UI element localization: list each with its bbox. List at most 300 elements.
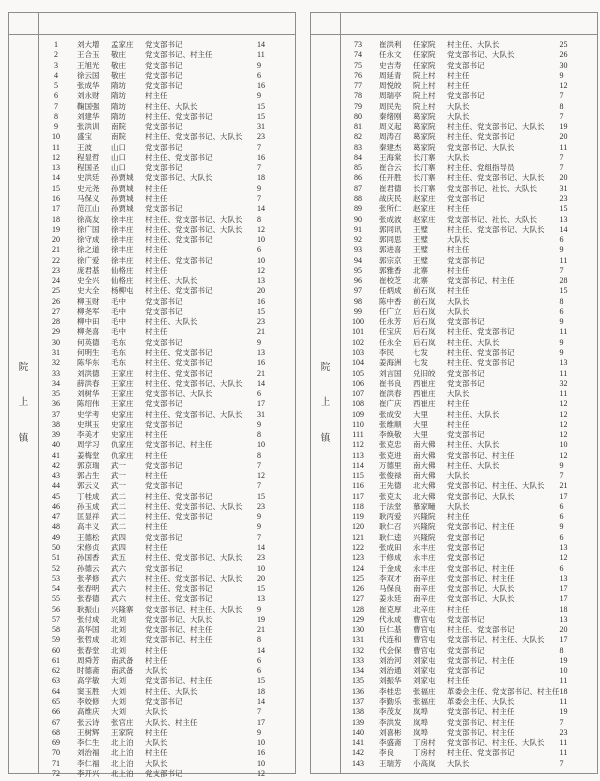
cell-position-titles: 大队长 [447,152,470,162]
cell-serial-number: 117 [352,491,364,501]
cell-position-titles: 党支部书记、大队长 [145,173,213,183]
cell-position-titles: 党支部书记 [447,317,485,327]
table-row [341,471,598,481]
cell-position-titles: 党支部书记、村主任、大队长 [145,604,243,614]
cell-village-name: 孙贾城 [111,204,134,214]
cell-village-name: 北上泊 [111,748,134,758]
table-row [39,759,295,769]
cell-serial-number: 139 [352,717,364,727]
cell-person-name: 马保良 [379,584,402,594]
cell-serial-number: 54 [52,584,60,594]
cell-serial-number: 35 [52,389,60,399]
cell-years-count: 16 [257,748,265,758]
cell-village-name: 刘家屯 [413,655,436,665]
region-label-char: 镇 [18,433,29,444]
cell-person-name: 张克忠 [379,440,402,450]
table-row [341,687,598,697]
cell-village-name: 张福庄 [413,697,436,706]
cell-position-titles: 党支部书记 [145,81,183,91]
cell-position-titles: 村主任、党支部书记 [145,152,213,162]
cell-person-name: 何英德 [77,337,100,347]
cell-position-titles: 党支部书记、村主任 [447,707,515,717]
table-row [341,122,598,132]
cell-person-name: 周民先 [379,101,402,111]
cell-position-titles: 村主任 [145,91,168,101]
cell-years-count: 9 [559,317,564,327]
cell-serial-number: 133 [352,655,364,665]
cell-position-titles: 党支部书记、村主任、大队长 [447,481,545,491]
table-row [341,297,598,307]
cell-years-count: 23 [257,317,265,327]
cell-serial-number: 71 [52,758,60,768]
cell-village-name: 北寨 [413,276,428,286]
table-row [341,399,598,409]
table-row [39,163,295,173]
cell-position-titles: 村主任、党支部书记、大队长 [145,501,243,511]
cell-person-name: 张克进 [379,450,402,460]
cell-serial-number: 99 [354,306,362,316]
cell-years-count: 17 [559,594,568,604]
cell-serial-number: 89 [354,204,362,214]
cell-person-name: 张成华 [77,81,100,91]
cell-years-count: 14 [257,40,265,49]
cell-person-name: 崔君德 [379,183,402,193]
cell-serial-number: 132 [352,645,364,655]
cell-person-name: 张俊禄 [379,471,402,481]
cell-position-titles: 党支部书记、社长、大队长 [447,183,537,193]
cell-position-titles: 村主任 [145,655,168,665]
cell-person-name: 柳中田 [77,317,100,327]
cell-position-titles: 党支部书记 [145,532,183,542]
cell-serial-number: 97 [354,286,362,296]
cell-years-count: 7 [559,111,564,121]
cell-position-titles: 大队长 [447,101,470,111]
cell-person-name: 李盛斋 [379,738,402,748]
cell-serial-number: 126 [352,584,364,594]
cell-years-count: 7 [559,91,564,101]
cell-serial-number: 122 [352,543,364,553]
cell-serial-number: 141 [352,738,364,748]
cell-serial-number: 142 [352,748,364,758]
cell-serial-number: 47 [52,512,60,522]
cell-position-titles: 党支部书记 [447,532,485,542]
cell-person-name: 耿仁召 [379,522,402,532]
table-panel-left [8,12,296,778]
cell-person-name: 陈华东 [77,358,100,368]
cell-serial-number: 91 [354,224,362,234]
cell-serial-number: 43 [52,471,60,481]
cell-serial-number: 69 [52,738,60,748]
cell-village-name: 隋坊 [111,101,126,111]
table-row [39,297,295,307]
cell-position-titles: 村主任 [145,543,168,553]
cell-village-name: 七发 [413,347,428,357]
cell-person-name: 柳玉财 [77,296,100,306]
cell-serial-number: 84 [354,152,362,162]
table-row [341,430,598,440]
cell-serial-number: 61 [52,655,60,665]
cell-village-name: 敬庄 [111,60,126,70]
cell-years-count: 16 [257,81,265,91]
cell-position-titles: 村主任、党支部书记、大队长 [145,132,243,142]
cell-years-count: 20 [559,625,568,635]
cell-village-name: 小高岚 [413,758,436,768]
table-row [341,625,598,635]
cell-position-titles: 大队长 [447,235,470,245]
cell-years-count: 16 [257,152,265,162]
cell-serial-number: 70 [52,748,60,758]
table-row [39,738,295,748]
table-row [341,235,598,245]
cell-years-count: 10 [559,440,568,450]
cell-person-name: 周义起 [379,122,402,132]
cell-serial-number: 107 [352,389,364,399]
cell-years-count: 31 [559,183,568,193]
cell-years-count: 31 [257,409,265,419]
cell-person-name: 郭雅香 [379,265,402,275]
table-row [39,564,295,574]
cell-serial-number: 95 [354,265,362,275]
cell-serial-number: 58 [52,625,60,635]
table-row [39,440,295,450]
cell-serial-number: 56 [52,604,60,614]
cell-position-titles: 党支部书记 [447,666,485,676]
cell-person-name: 李仁福 [77,758,100,768]
cell-serial-number: 96 [354,276,362,286]
cell-years-count: 6 [257,245,261,255]
cell-village-name: 敬庄 [111,50,126,60]
cell-village-name: 永丰庄 [413,543,436,553]
cell-serial-number: 50 [52,543,60,553]
cell-person-name: 代永成 [379,614,402,624]
cell-serial-number: 94 [354,255,362,265]
cell-serial-number: 134 [352,666,364,676]
cell-person-name: 窦玉胜 [77,686,100,696]
cell-position-titles: 党支部书记、村主任 [447,276,515,286]
cell-serial-number: 6 [54,91,58,101]
cell-person-name: 崔书良 [379,378,402,388]
table-row [39,574,295,584]
cell-position-titles: 党支部书记、大队长 [145,614,213,624]
table-row [341,256,598,266]
cell-person-name: 崔洪春 [379,389,402,399]
table-row [341,184,598,194]
cell-years-count: 14 [257,645,265,655]
cell-person-name: 柳尧喜 [77,327,100,337]
cell-years-count: 9 [559,337,564,347]
region-label-char: 镇 [320,433,331,444]
cell-person-name: 王瑞芳 [379,758,402,768]
table-row [39,225,295,235]
cell-serial-number: 72 [52,768,60,778]
cell-village-name: 长汀寨 [413,163,436,173]
cell-years-count: 9 [559,70,564,80]
table-row [39,728,295,738]
cell-serial-number: 92 [354,235,362,245]
cell-person-name: 刘治河 [379,655,402,665]
cell-years-count: 20 [257,573,265,583]
cell-village-name: 兴隆院 [413,512,436,522]
table-row [341,697,598,707]
table-row [341,676,598,686]
cell-position-titles: 党支部书记 [145,204,183,214]
cell-years-count: 17 [559,635,568,645]
cell-years-count: 9 [257,512,261,522]
cell-position-titles: 党支部书记 [145,419,183,429]
cell-position-titles: 村主任 [447,604,470,614]
cell-years-count: 11 [559,255,568,265]
cell-village-name: 山口 [111,142,126,152]
cell-serial-number: 131 [352,635,364,645]
table-row [39,369,295,379]
table-row [39,40,295,50]
cell-position-titles: 村主任 [447,419,470,429]
cell-person-name: 高丰义 [77,522,100,532]
cell-serial-number: 49 [52,532,60,542]
cell-years-count: 21 [559,481,568,491]
table-row [39,245,295,255]
table-row [39,430,295,440]
cell-person-name: 耿丙爱 [379,512,402,522]
cell-village-name: 毛中 [111,296,126,306]
table-row [39,666,295,676]
cell-serial-number: 17 [52,204,60,214]
cell-person-name: 程显哲 [77,152,100,162]
cell-years-count: 19 [559,707,568,717]
cell-person-name: 姜梅堂 [77,450,100,460]
cell-person-name: 史琪玉 [77,419,100,429]
table-row [341,759,598,769]
cell-position-titles: 党支部书记 [447,378,485,388]
cell-village-name: 隋坊 [111,111,126,121]
cell-serial-number: 68 [52,727,60,737]
cell-village-name: 敬庄 [111,70,126,80]
cell-position-titles: 村主任、党支部书记、大队长 [145,573,243,583]
cell-village-name: 南大佛 [413,450,436,460]
table-row [341,132,598,142]
cell-position-titles: 党支部书记 [145,697,183,706]
cell-position-titles: 党支部书记 [447,193,485,203]
cell-serial-number: 81 [354,122,362,132]
cell-years-count: 10 [257,235,265,245]
cell-person-name: 马保义 [77,193,100,203]
cell-position-titles: 大队长 [145,707,168,717]
cell-person-name: 刘言国 [379,368,402,378]
cell-village-name: 葛家院 [413,142,436,152]
cell-serial-number: 119 [352,512,364,522]
cell-serial-number: 51 [52,553,60,563]
cell-person-name: 张克太 [379,491,402,501]
table-row [341,40,598,50]
cell-village-name: 武二 [111,522,126,532]
cell-position-titles: 村主任 [145,645,168,655]
cell-years-count: 12 [559,81,568,91]
cell-person-name: 张所仁 [379,204,402,214]
cell-serial-number: 115 [352,471,364,481]
cell-position-titles: 村主任、大队长 [447,40,500,49]
cell-serial-number: 32 [52,358,60,368]
cell-position-titles: 党支部书记、大队长 [447,142,515,152]
cell-serial-number: 8 [54,111,58,121]
cell-serial-number: 83 [354,142,362,152]
region-label-char: 院 [320,362,331,373]
cell-position-titles: 党支部书记 [145,337,183,347]
cell-serial-number: 29 [52,327,60,337]
table-row [39,625,295,635]
cell-village-name: 曹官屯 [413,645,436,655]
table-row [341,194,598,204]
cell-person-name: 丁桂成 [77,491,100,501]
table-row [39,553,295,563]
cell-position-titles: 村主任 [447,676,470,686]
cell-serial-number: 104 [352,358,364,368]
cell-position-titles: 村主任、党支部书记 [447,327,515,337]
cell-position-titles: 村主任、党支部书记 [145,235,213,245]
cell-serial-number: 113 [352,450,364,460]
cell-position-titles: 村主任、党支部书记 [145,368,213,378]
cell-serial-number: 125 [352,573,364,583]
cell-years-count: 17 [559,491,568,501]
cell-village-name: 王家庄 [111,389,134,399]
cell-position-titles: 党支部书记 [145,563,183,573]
table-row [39,235,295,245]
cell-position-titles: 村主任、党支部书记 [145,512,213,522]
cell-position-titles: 村主任、党支部书记 [447,625,515,635]
cell-person-name: 任广立 [379,306,402,316]
table-row [341,173,598,183]
cell-position-titles: 村主任 [145,245,168,255]
cell-person-name: 王树辉 [77,727,100,737]
table-row [341,102,598,112]
cell-person-name: 代连和 [379,635,402,645]
table-row [341,512,598,522]
cell-serial-number: 106 [352,378,364,388]
cell-years-count: 7 [559,163,564,173]
cell-person-name: 李姣修 [77,697,100,706]
cell-years-count: 7 [257,460,261,470]
cell-person-name: 战庆民 [379,193,402,203]
cell-years-count: 9 [257,727,261,737]
cell-serial-number: 39 [52,430,60,440]
cell-person-name: 史吉寿 [379,60,402,70]
cell-village-name: 武二 [111,491,126,501]
cell-years-count: 20 [559,132,568,142]
table-row [39,748,295,758]
table-row [341,543,598,553]
table-row [39,502,295,512]
cell-serial-number: 78 [354,91,362,101]
cell-serial-number: 20 [52,235,60,245]
table-row [341,451,598,461]
cell-village-name: 长汀寨 [413,152,436,162]
cell-position-titles: 大队长 [447,501,470,511]
cell-village-name: 史家庄 [111,430,134,440]
cell-person-name: 史学考 [77,409,100,419]
cell-serial-number: 13 [52,163,60,173]
cell-serial-number: 108 [352,399,364,409]
cell-person-name: 张成田 [379,543,402,553]
cell-serial-number: 100 [352,317,364,327]
cell-position-titles: 村主任 [145,450,168,460]
table-row [39,61,295,71]
cell-serial-number: 14 [52,173,60,183]
cell-village-name: 隋坊 [111,91,126,101]
cell-person-name: 姜海洲 [379,358,402,368]
cell-years-count: 23 [257,501,265,511]
cell-person-name: 代会保 [379,645,402,655]
cell-person-name: 刘树华 [77,389,100,399]
cell-village-name: 永丰庄 [413,553,436,563]
cell-years-count: 19 [559,122,568,132]
cell-village-name: 南武备 [111,655,134,665]
cell-serial-number: 124 [352,563,364,573]
cell-serial-number: 22 [52,255,60,265]
cell-position-titles: 村主任 [145,327,168,337]
table-row [39,718,295,728]
cell-position-titles: 村主任、党支部书记、大队长 [447,122,545,132]
cell-years-count: 30 [559,60,568,70]
cell-position-titles: 党支部书记 [447,60,485,70]
table-row [39,676,295,686]
cell-position-titles: 村主任、党支部书记 [145,491,213,501]
cell-person-name: 张孝修 [77,573,100,583]
cell-position-titles: 村主任、大队长 [447,460,500,470]
cell-serial-number: 65 [52,697,60,706]
cell-serial-number: 140 [352,727,364,737]
cell-village-name: 西崔庄 [413,399,436,409]
table-row [341,584,598,594]
cell-serial-number: 66 [52,707,60,717]
cell-person-name: 秦建杰 [379,142,402,152]
cell-years-count: 13 [559,214,568,224]
cell-person-name: 张哲成 [77,635,100,645]
cell-village-name: 西崔庄 [413,378,436,388]
cell-years-count: 20 [559,173,568,183]
cell-serial-number: 28 [52,317,60,327]
cell-village-name: 王璧 [413,245,428,255]
cell-serial-number: 87 [354,183,362,193]
table-row [39,512,295,522]
cell-village-name: 武一 [111,481,126,491]
cell-years-count: 9 [257,419,261,429]
cell-position-titles: 党支部书记 [145,40,183,49]
table-row [39,132,295,142]
cell-serial-number: 42 [52,460,60,470]
cell-position-titles: 党支部书记 [145,296,183,306]
cell-village-name: 曹官屯 [413,614,436,624]
cell-serial-number: 128 [352,604,364,614]
cell-person-name: 李仁生 [77,738,100,748]
cell-person-name: 周舜芳 [77,655,100,665]
cell-position-titles: 党支部书记 [447,368,485,378]
cell-person-name: 徐广国 [77,224,100,234]
table-row [341,204,598,214]
cell-position-titles: 村主任、大队长 [145,101,198,111]
cell-years-count: 12 [559,430,568,440]
cell-position-titles: 村主任 [447,265,470,275]
cell-person-name: 崔广庆 [379,399,402,409]
cell-years-count: 13 [257,276,265,286]
cell-serial-number: 37 [52,409,60,419]
cell-serial-number: 77 [354,81,362,91]
cell-years-count: 9 [559,460,564,470]
cell-position-titles: 村主任 [447,399,470,409]
table-row [39,317,295,327]
table-row [341,358,598,368]
cell-years-count: 7 [257,142,261,152]
cell-years-count: 20 [257,286,265,296]
cell-years-count: 13 [559,614,568,624]
